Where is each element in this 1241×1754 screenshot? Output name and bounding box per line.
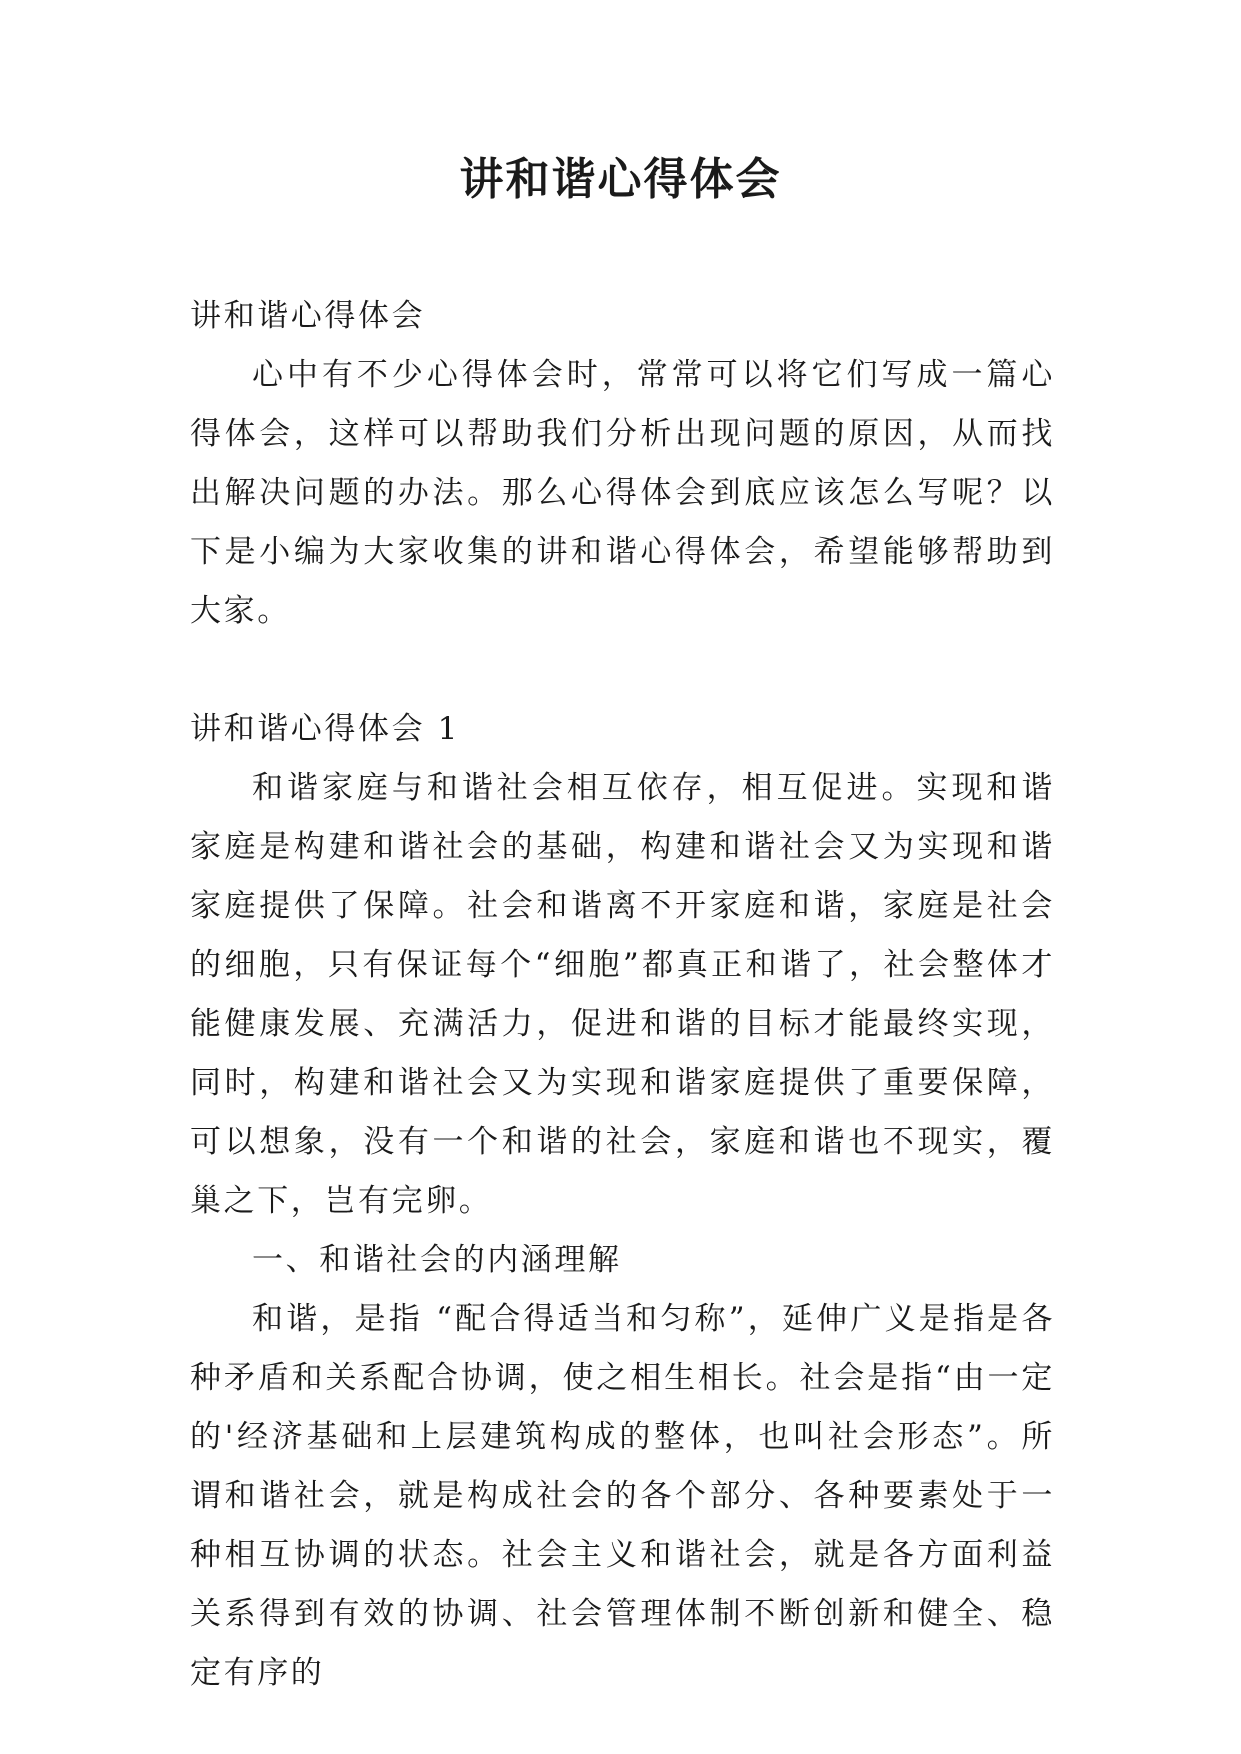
section-heading-1: 讲和谐心得体会 1 xyxy=(190,711,460,747)
section-1-paragraph-1: 和谐家庭与和谐社会相互依存，相互促进。实现和谐家庭是构建和谐社会的基础，构建和谐社会又为实现和谐家庭提供了保障。社会和谐离不开家庭和谐，家庭是社会的细胞，只有保证每个“细胞”都真正和谐了，社会整体才能健康发展、充满活力，促进和谐的目标才能最终实现，同时，构建和谐社会又为实现和谐家庭提供了重要保障，可以想象，没有一个和谐的社会，家庭和谐也不现实，覆巢之下，岂有完卵。 xyxy=(190,770,1055,1219)
subheading-1: 一、和谐社会的内涵理解 xyxy=(252,1242,622,1278)
intro-paragraph: 心中有不少心得体会时，常常可以将它们写成一篇心得体会，这样可以帮助我们分析出现问题的原因，从而找出解决问题的办法。那么心得体会到底应该怎么写呢？以下是小编为大家收集的讲和谐心得体会，希望能够帮助到大家。 xyxy=(190,357,1055,629)
document-body xyxy=(190,287,1055,1703)
section-1-paragraph-2: 和谐，是指 “配合得适当和匀称”，延伸广义是指是各种矛盾和关系配合协调，使之相生相长。社会是指“由一定的'经济基础和上层建筑构成的整体，也叫社会形态”。所谓和谐社会，就是构成社会的各个部分、各种要素处于一种相互协调的状态。社会主义和谐社会，就是各方面利益关系得到有效的协调、社会管理体制不断创新和健全、稳定有序的 xyxy=(190,1301,1055,1691)
intro-heading: 讲和谐心得体会 xyxy=(190,298,426,334)
document-title: 讲和谐心得体会 xyxy=(459,154,782,205)
paragraph-spacer xyxy=(190,641,1055,700)
